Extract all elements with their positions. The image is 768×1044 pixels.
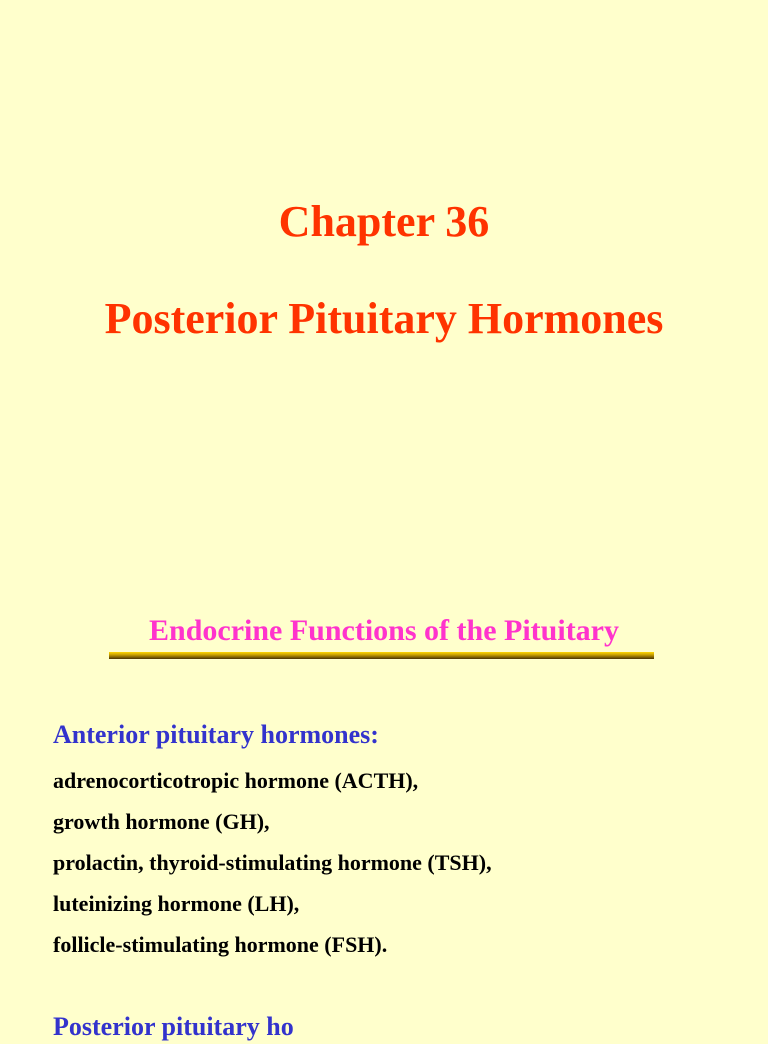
section-title: Endocrine Functions of the Pituitary (149, 614, 619, 647)
chapter-subtitle: Posterior Pituitary Hormones (104, 294, 664, 343)
list-item: growth hormone (GH), (53, 809, 270, 834)
posterior-hormones-heading: Posterior pituitary ho (53, 1012, 294, 1041)
list-item: follicle-stimulating hormone (FSH). (53, 932, 388, 957)
section-title-underline (109, 652, 654, 659)
list-item: luteinizing hormone (LH), (53, 891, 300, 916)
chapter-title: Chapter 36 (278, 197, 490, 246)
list-item: prolactin, thyroid-stimulating hormone (TSH), (53, 850, 492, 875)
anterior-hormones-list (53, 760, 492, 965)
list-item: adrenocorticotropic hormone (ACTH), (53, 768, 419, 793)
anterior-hormones-heading: Anterior pituitary hormones: (53, 720, 379, 749)
